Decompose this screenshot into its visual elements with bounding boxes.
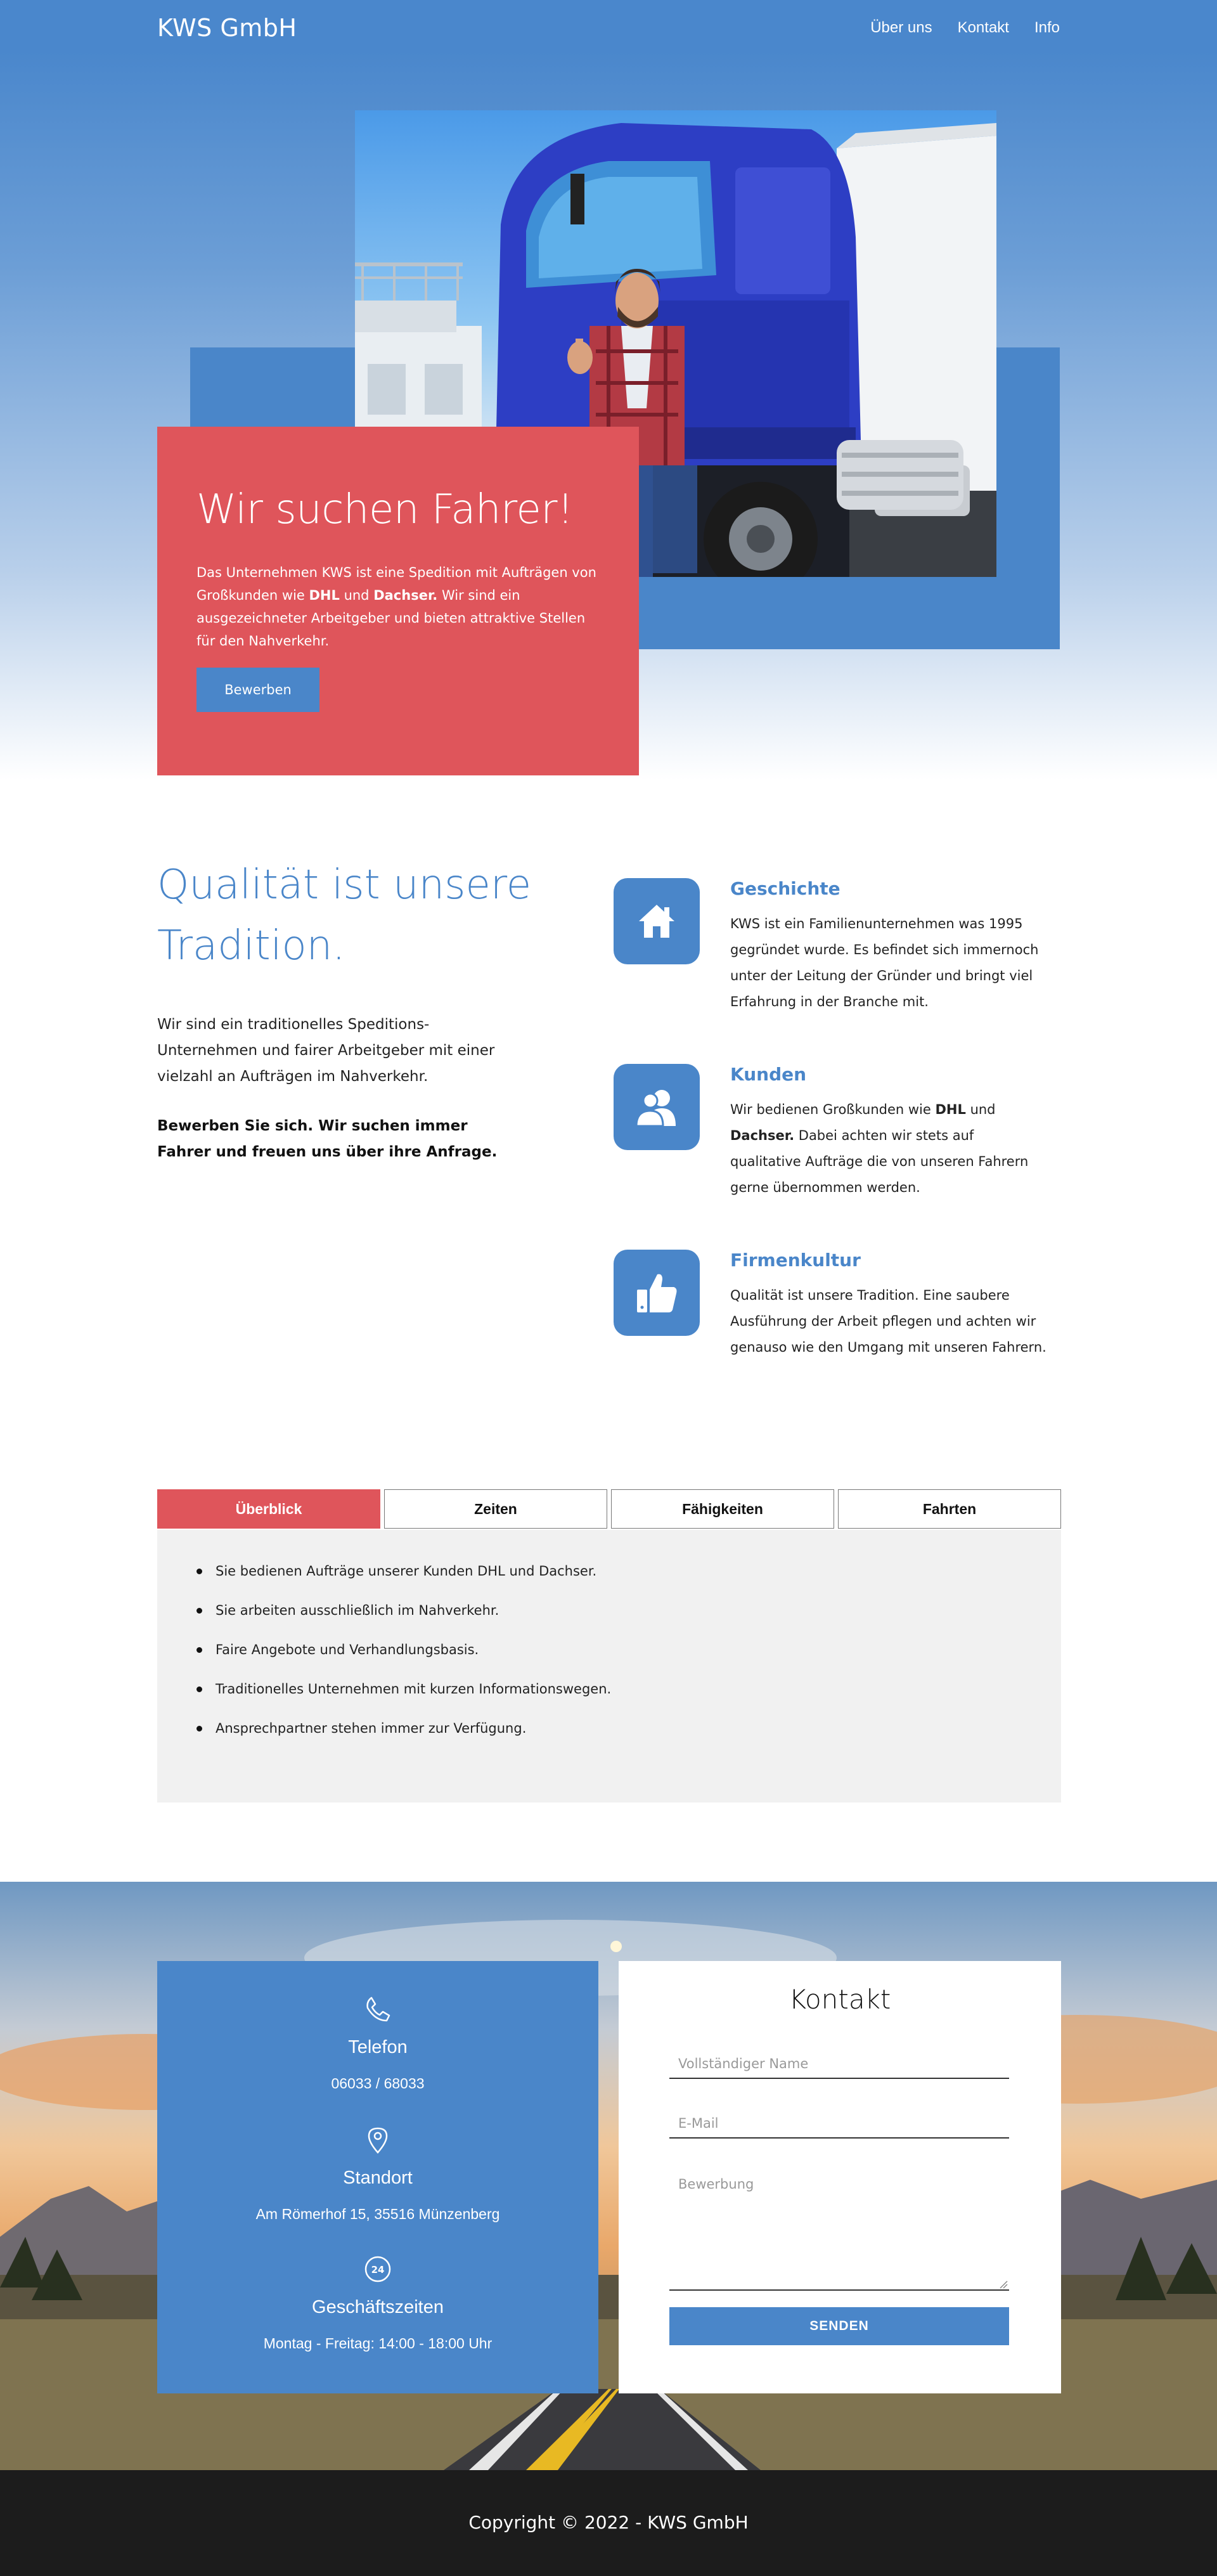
nav-link-info[interactable]: Info [1034,19,1060,36]
thumbs-up-icon [614,1250,700,1336]
application-textarea[interactable] [669,2170,1009,2291]
list-item: Sie arbeiten ausschließlich im Nahverkehr. [196,1601,1061,1620]
tab-skills[interactable]: Fähigkeiten [611,1489,834,1529]
feature-culture-title: Firmenkultur [730,1250,861,1271]
tab-trips[interactable]: Fahrten [838,1489,1061,1529]
apply-button[interactable]: Bewerben [196,668,319,712]
contact-form [619,1961,1061,2393]
brand-logo[interactable]: KWS GmbH [157,14,297,42]
hours-value: Montag - Freitag: 14:00 - 18:00 Uhr [263,2335,493,2352]
submit-button[interactable]: SENDEN [669,2307,1009,2345]
copyright-text: Copyright © 2022 - KWS GmbH [468,2512,749,2533]
feature-customers-title: Kunden [730,1064,807,1085]
feature-history-title: Geschichte [730,878,840,899]
feature-history-text: KWS ist ein Familienunternehmen was 1995 gegründet wurde. Es befindet sich immernoch unter der Leitung der Gründer und bringt viel Erfahrung in der Branche mit. [730,916,1039,1009]
main-nav [870,19,1060,37]
list-item: Sie bedienen Aufträge unserer Kunden DHL und Dachser. [196,1562,1061,1581]
resize-grip-icon[interactable] [999,2279,1008,2288]
nav-link-contact[interactable]: Kontakt [957,19,1009,36]
hero-card [157,427,639,775]
hours-title: Geschäftszeiten [312,2297,444,2317]
name-input[interactable] [669,2050,1009,2079]
users-icon [614,1064,700,1150]
feature-customers-text: Wir bedienen Großkunden wie DHL und Dachser. Dabei achten wir stets auf qualitative Aufträge die von unseren Fahrern gerne übernommen werden. [730,1102,1029,1195]
phone-icon [363,1994,393,2024]
hero-section [0,0,1217,786]
phone-number[interactable]: 06033 / 68033 [331,2075,425,2092]
quality-call-to-action: Bewerben Sie sich. Wir suchen immer Fahrer und freuen uns über ihre Anfrage. [157,1118,498,1160]
footer [0,2470,1217,2576]
tab-times[interactable]: Zeiten [384,1489,607,1529]
nav-link-about[interactable]: Über uns [870,19,932,36]
info-tabs [157,1489,1061,1529]
hero-title: Wir suchen Fahrer! [196,486,574,533]
tab-panel-overview [157,1530,1061,1803]
overview-list [196,1562,1061,1738]
quality-title: Qualität ist unsere Tradition. [157,862,532,969]
list-item: Traditionelles Unternehmen mit kurzen Informationswegen. [196,1680,1061,1699]
location-title: Standort [343,2168,413,2188]
hero-description: Das Unternehmen KWS ist eine Spedition mit Aufträgen von Großkunden wie DHL und Dachser. Wir sind ein ausgezeichneter Arbeitgeber und bieten attraktive Stellen für den Nahverkehr. [196,565,596,649]
phone-title: Telefon [348,2037,408,2057]
email-input[interactable] [669,2109,1009,2139]
list-item: Ansprechpartner stehen immer zur Verfügung. [196,1719,1061,1738]
feature-culture-text: Qualität ist unsere Tradition. Eine saubere Ausführung der Arbeit pflegen und achten wir genauso wie den Umgang mit unseren Fahrern. [730,1288,1046,1355]
list-item: Faire Angebote und Verhandlungsbasis. [196,1640,1061,1659]
clock-24-icon [363,2254,393,2284]
house-icon [614,878,700,964]
quality-description: Wir sind ein traditionelles Speditions-Unternehmen und fairer Arbeitgeber mit einer vielzahl an Aufträgen im Nahverkehr. [157,1016,495,1085]
hours-badge-text: 24 [371,2264,385,2275]
form-title: Kontakt [789,1984,891,2015]
location-address: Am Römerhof 15, 35516 Münzenberg [255,2206,500,2222]
map-pin-icon [363,2125,393,2155]
contact-info-card [157,1961,598,2393]
tab-overview[interactable]: Überblick [157,1489,380,1529]
